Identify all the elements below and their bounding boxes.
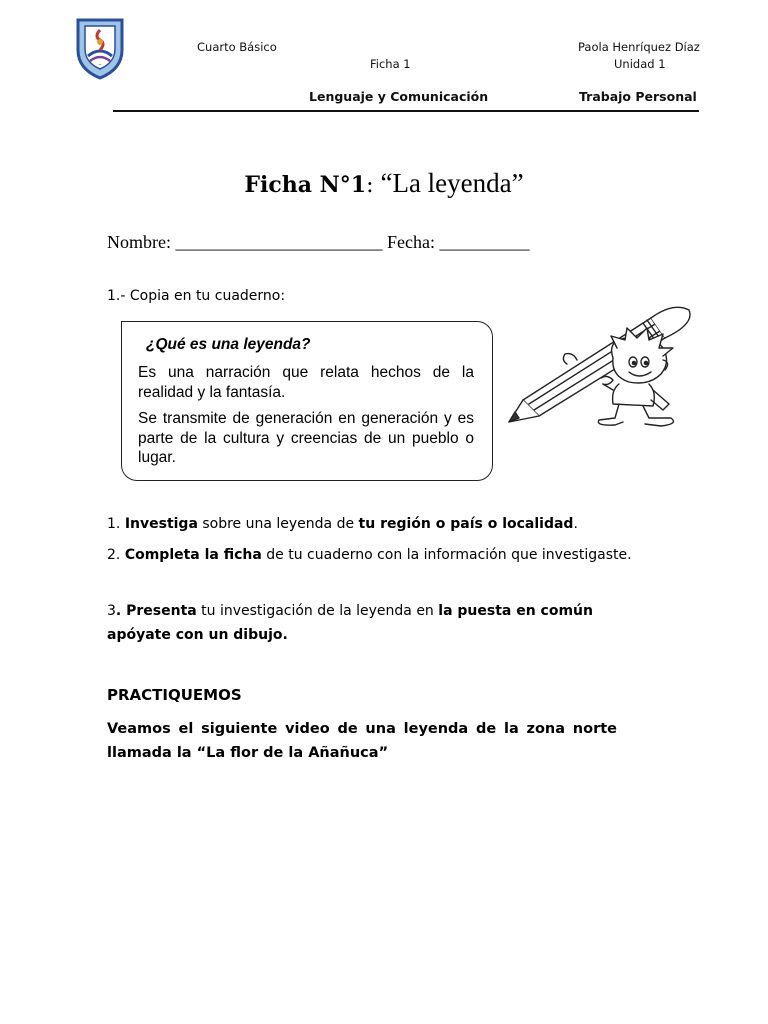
step-2 [107, 543, 647, 567]
header-work-type: Trabajo Personal [579, 89, 697, 104]
header-unit: Unidad 1 [614, 57, 666, 71]
step-1 [107, 512, 647, 536]
name-date-field: Nombre: _______________________ Fecha: __________ [107, 232, 530, 252]
step-1-bold1: Investiga [124, 516, 198, 532]
boy-with-pencil-illustration [503, 304, 703, 428]
step-1-bold2: tu región o país o localidad [358, 516, 574, 532]
header-subject: Lenguaje y Comunicación [309, 89, 489, 104]
header-sheet: Ficha 1 [370, 57, 411, 71]
definition-paragraph-1: Es una narración que relata hechos de la realidad y la fantasía. [138, 364, 474, 401]
copy-instruction: 1.- Copia en tu cuaderno: [107, 288, 286, 304]
step-1-num: 1. [107, 516, 125, 532]
header-teacher: Paola Henríquez Díaz [578, 40, 700, 54]
title-label: Ficha N°1 [244, 172, 367, 198]
page-title [0, 168, 768, 199]
header-divider [113, 110, 699, 112]
svg-text:~: ~ [98, 62, 102, 67]
practice-text: Veamos el siguiente video de una leyenda de la zona norte llamada la “La flor de la Añañuca” [107, 721, 617, 761]
step-1-text1: sobre una leyenda de [197, 516, 359, 532]
title-name: “La leyenda” [380, 168, 524, 198]
step-3-num: 3 [107, 603, 116, 619]
definition-paragraph-2: Se transmite de generación en generación y es parte de la cultura y creencias de un pueblo o lugar. [138, 410, 474, 466]
step-2-text1: de tu cuaderno con la información que investigaste. [261, 547, 632, 563]
school-crest-icon [74, 16, 126, 80]
title-colon: : [366, 173, 381, 198]
boy-pencil-illustration [503, 304, 703, 428]
step-3-bold1: . Presenta [115, 603, 197, 619]
step-2-bold1: Completa la ficha [124, 547, 262, 563]
step-3 [107, 599, 647, 647]
school-logo [74, 16, 126, 80]
step-2-num: 2. [107, 547, 125, 563]
practice-heading: PRACTIQUEMOS [107, 686, 242, 704]
step-3-bold2: la puesta en común apóyate con un dibujo. [107, 603, 593, 643]
header-course: Cuarto Básico [197, 40, 277, 54]
step-1-text2: . [573, 516, 578, 532]
definition-question: ¿Qué es una leyenda? [146, 336, 311, 353]
step-3-text1: tu investigación de la leyenda en [196, 603, 439, 619]
